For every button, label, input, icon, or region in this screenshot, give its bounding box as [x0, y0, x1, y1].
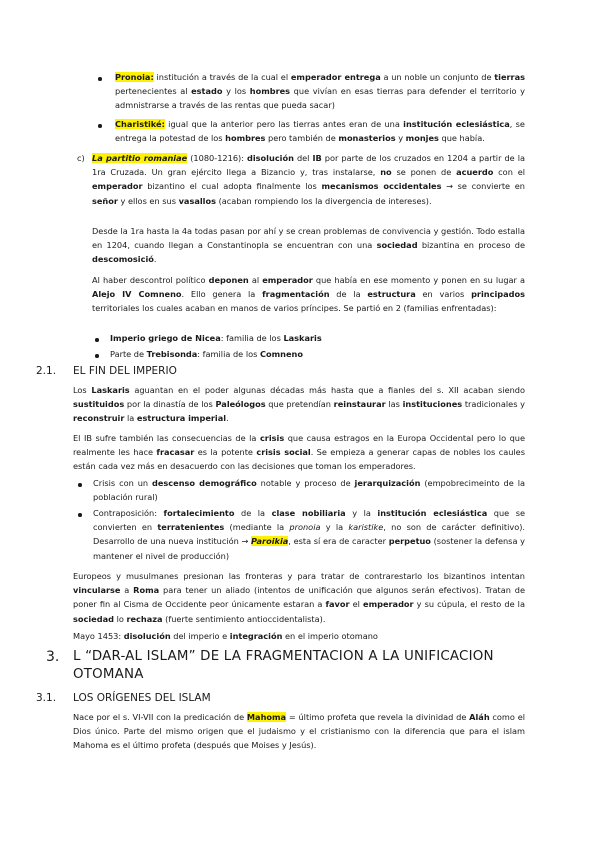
paragraph-desde: Desde la 1ra hasta la 4a todas pasan por ahí y se crean problemas de convivencia y gestión. Todo estalla en 1204, cuando llegan a Constantinopla se encuentran con una sociedad bizantina en proceso de descomosició.	[92, 226, 525, 265]
paragraph-europeos: Europeos y musulmanes presionan las fronteras y para tratar de contrarestarlo los bizantinos intentan vincularse a Roma para tener un aliado (intentos de unificación que algunos serán efectivos). Tratan de poner fin al Cisma de Occidente peor únicamente estaran a favor el emperador y su cúpula, el resto de la sociedad lo rechaza (fuerte sentimiento antioccidentalista).	[73, 571, 525, 624]
heading-number-3-1: 3.1.	[36, 692, 57, 704]
section-heading-dar-al-islam: L “DAR-AL ISLAM” DE LA FRAGMENTACION A LA UNIFICACION OTOMANA	[73, 649, 494, 682]
bullet-icon	[95, 338, 99, 342]
bullet-icon	[98, 124, 102, 128]
paragraph-nace-islam: Nace por el s. VI-VII con la predicación de Mahoma = último profeta que revela la divinidad de Aláh como el Dios único. Parte del mismo origen que el judaismo y el cristianismo con la diferencia que para el islam Mahoma es el último profeta (después que Moises y Jesús).	[73, 712, 526, 751]
list-item-pronoia: Pronoia: institución a través de la cual el emperador entrega a un noble un conjunto de tierras pertenecientes al estado y los hombres que vivían en esas tierras para defender el territorio y admnistrarse a través de las rentas que pueda sacar)	[115, 72, 526, 111]
bullet-icon	[78, 513, 82, 517]
list-item-crisis: Crisis con un descenso demográfico notable y proceso de jerarquización (empobrecimeinto de la población rural)	[93, 478, 526, 503]
bullet-icon	[78, 483, 82, 487]
bullet-icon	[98, 77, 102, 81]
heading-number-2-1: 2.1.	[36, 365, 57, 377]
list-item-charistike: Charistiké: igual que la anterior pero las tierras antes eran de una institución eclesiástica, se entrega la potestad de los hombres pero también de monasterios y monjes que había.	[115, 119, 525, 144]
section-heading-fin-imperio: EL FIN DEL IMPERIO	[73, 365, 177, 377]
paragraph-mayo-1453: Mayo 1453: disolución del imperio e integración en el imperio otomano	[73, 631, 378, 641]
bullet-icon	[95, 354, 99, 358]
list-item-trebisonda: Parte de Trebisonda: familia de los Comneno	[110, 349, 303, 359]
section-partitio-romaniae: La partitio romaniae (1080-1216): disolución del IB por parte de los cruzados en 1204 a partir de la 1ra Cruzada. Un gran ejército llega a Bizancio y, tras instalarse, no se ponen de acuerdo con el emperador bizantino el cual adopta finalmente los mecanismos occidentales → se convierte en señor y ellos en sus vasallos (acaban rompiendo los la divergencia de intereses).	[92, 153, 526, 206]
paragraph-laskaris: Los Laskaris aguantan en el poder algunas décadas más hasta que a fianles del s. XII acaban siendo sustituidos por la dinastía de los Paleólogos que pretendían reinstaurar las instituciones tradicionales y reconstruir la estructura imperial.	[73, 385, 526, 424]
section-heading-origenes-islam: LOS ORÍGENES DEL ISLAM	[73, 692, 211, 704]
paragraph-al-haber: Al haber descontrol político deponen al emperador que había en ese momento y ponen en su lugar a Alejo IV Comneno. Ello genera la fragmentación de la estructura en varios principados territoriales los cuales acaban en manos de varios príncipes. Se partió en 2 (familias enfrentadas):	[92, 275, 526, 314]
list-marker-c: c)	[77, 153, 85, 163]
paragraph-ib-crisis: El IB sufre también las consecuencias de la crisis que causa estragos en la Europa Occidental pero lo que realmente les hace fracasar es la potente crisis social. Se empieza a generar capas de nobles los caules están cada vez más en desacuerdo con las decisiones que toman los emperadores.	[73, 433, 526, 472]
list-item-contraposicion: Contraposición: fortalecimiento de la clase nobiliaria y la institución eclesiástica que se convierten en terratenientes (mediante la pronoia y la karistike, no son de carácter definitivo). Desarrollo de una nueva institución → Paroikia, esta sí era de caracter perpetuo (sostener la defensa y mantener el nivel de producción)	[93, 508, 526, 561]
heading-number-3: 3.	[46, 649, 60, 665]
list-item-nicea: Imperio griego de Nicea: familia de los Laskaris	[110, 333, 322, 343]
